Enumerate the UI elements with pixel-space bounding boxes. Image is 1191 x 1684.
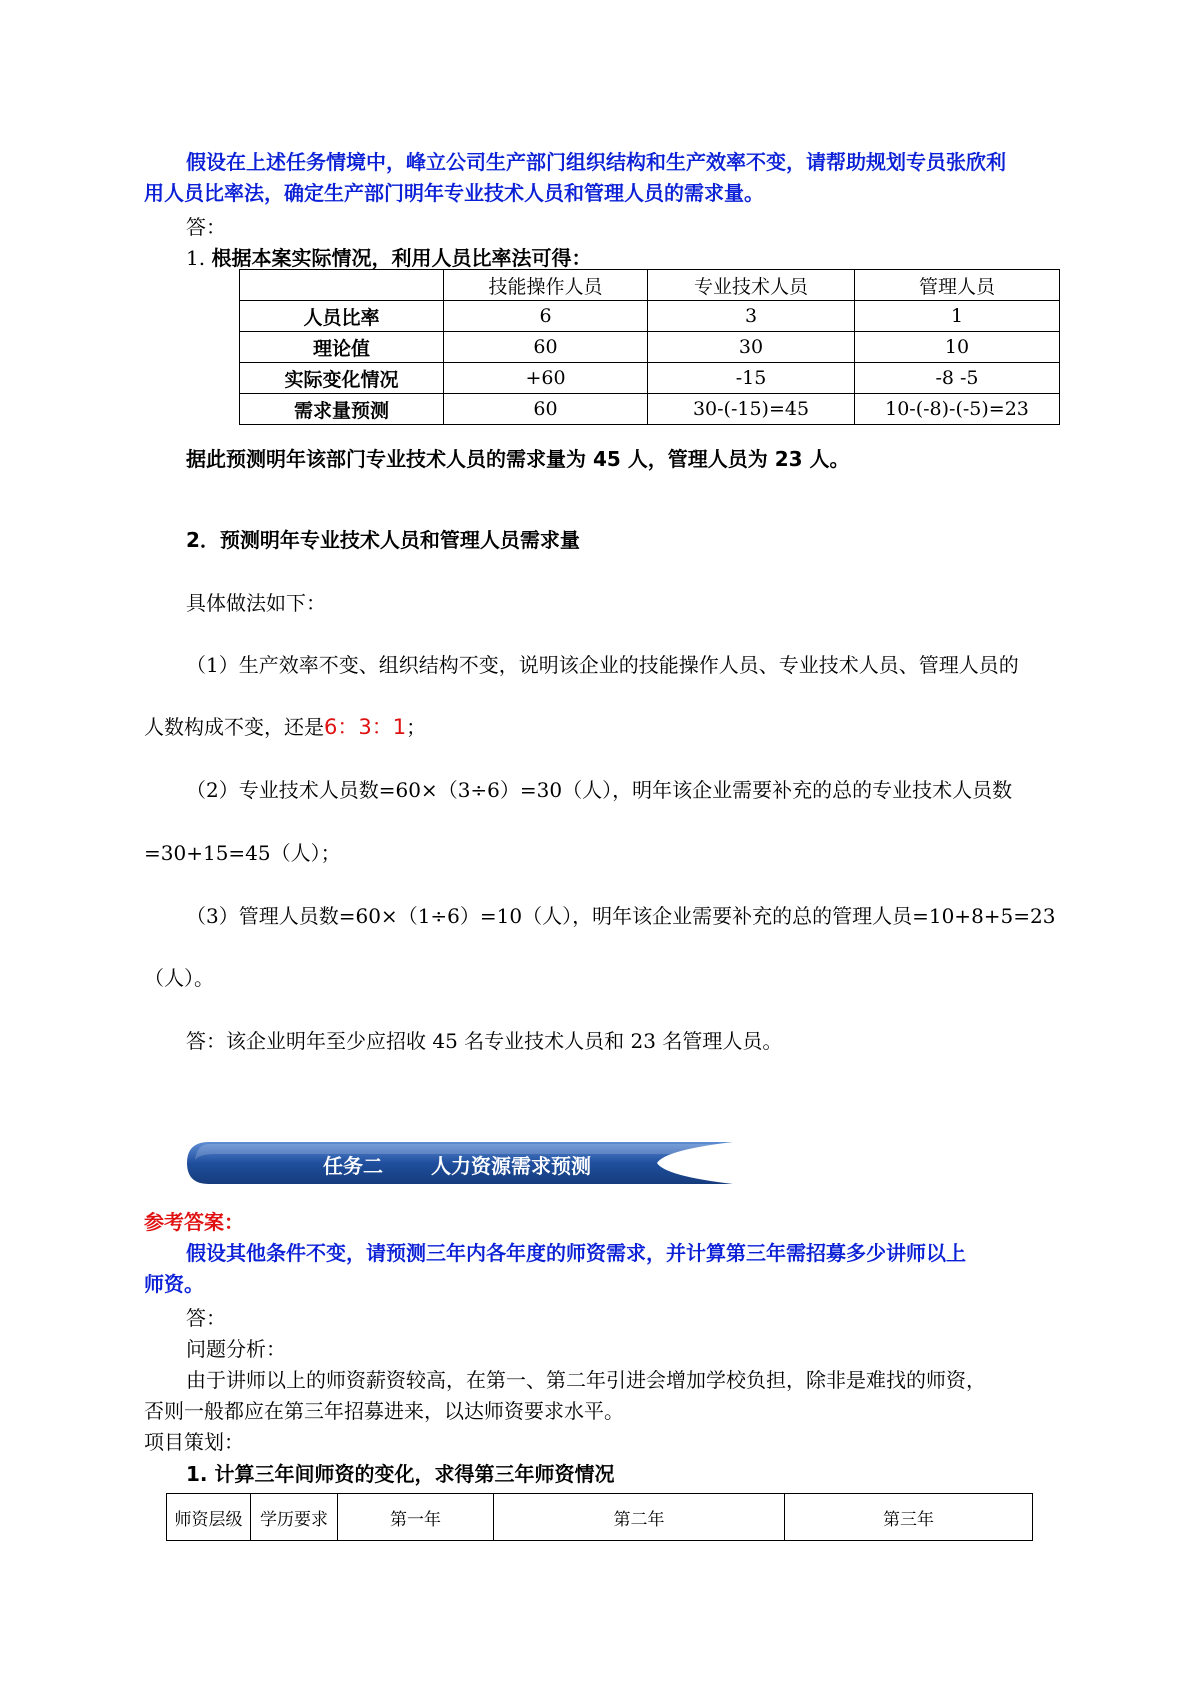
faculty-table	[166, 1493, 1033, 1541]
analysis-label: 问题分析：	[186, 1337, 286, 1361]
task-banner	[185, 1140, 745, 1186]
method-intro: 具体做法如下：	[186, 591, 326, 615]
row-label: 人员比率	[240, 301, 444, 332]
answer-label: 答：	[186, 215, 226, 239]
row-label: 需求量预测	[240, 394, 444, 425]
table-header-cell: 技能操作人员	[444, 270, 648, 301]
step-2-title: 2．预测明年专业技术人员和管理人员需求量	[186, 528, 580, 552]
question-line-2: 用人员比率法，确定生产部门明年专业技术人员和管理人员的需求量。	[144, 181, 764, 205]
table-header-cell: 专业技术人员	[648, 270, 855, 301]
table-cell: -15	[648, 363, 855, 394]
analysis-line-1: 由于讲师以上的师资薪资较高，在第一、第二年引进会增加学校负担，除非是难找的师资，	[186, 1368, 986, 1392]
table-cell: 30-(-15)=45	[648, 394, 855, 425]
planning-label: 项目策划：	[144, 1430, 244, 1454]
conclusion-1: 据此预测明年该部门专业技术人员的需求量为 45 人，管理人员为 23 人。	[186, 447, 850, 471]
banner-title: 人力资源需求预测	[431, 1154, 591, 1178]
row-label: 理论值	[240, 332, 444, 363]
table-header-cell: 第一年	[338, 1494, 494, 1541]
question-2-line-2: 师资。	[144, 1272, 204, 1296]
table-cell: +60	[444, 363, 648, 394]
analysis-line-2: 否则一般都应在第三年招募进来，以达师资要求水平。	[144, 1399, 624, 1423]
table-header-row	[167, 1494, 1033, 1541]
item-1-line-1: （1）生产效率不变、组织结构不变，说明该企业的技能操作人员、专业技术人员、管理人员的	[186, 653, 1019, 677]
table-row	[240, 363, 1060, 394]
table-cell: 60	[444, 332, 648, 363]
item-2-line-2: =30+15=45（人）；	[144, 841, 341, 865]
table-row	[240, 301, 1060, 332]
ratio-table	[239, 269, 1060, 425]
table-header-cell: 师资层级	[167, 1494, 251, 1541]
row-label: 实际变化情况	[240, 363, 444, 394]
table-header-row	[240, 270, 1060, 301]
table-header-cell	[240, 270, 444, 301]
table-header-cell: 管理人员	[855, 270, 1060, 301]
final-answer: 答：该企业明年至少应招收 45 名专业技术人员和 23 名管理人员。	[186, 1029, 783, 1053]
table-row	[240, 394, 1060, 425]
table-cell: 10-(-8)-(-5)=23	[855, 394, 1060, 425]
question-line-1: 假设在上述任务情境中，峰立公司生产部门组织结构和生产效率不变，请帮助规划专员张欣利	[186, 150, 1006, 174]
table-cell: 6	[444, 301, 648, 332]
step-1-title: 根据本案实际情况，利用人员比率法可得：	[211, 246, 592, 270]
item-3-line-1: （3）管理人员数=60×（1÷6）=10（人），明年该企业需要补充的总的管理人员=10+8+5=23	[186, 904, 1056, 928]
answer-2-label: 答：	[186, 1306, 226, 1330]
table-cell: 60	[444, 394, 648, 425]
table-header-cell: 第三年	[785, 1494, 1033, 1541]
table-cell: 1	[855, 301, 1060, 332]
table-cell: 3	[648, 301, 855, 332]
item-2-line-1: （2）专业技术人员数=60×（3÷6）=30（人），明年该企业需要补充的总的专业技术人员数	[186, 778, 1013, 802]
question-2-line-1: 假设其他条件不变，请预测三年内各年度的师资需求，并计算第三年需招募多少讲师以上	[186, 1241, 966, 1265]
banner-task-number: 任务二	[323, 1154, 383, 1178]
ratio-highlight: 6：3：1	[324, 715, 407, 739]
reference-answer-label: 参考答案：	[144, 1210, 244, 1234]
table-cell: 30	[648, 332, 855, 363]
item-1-prefix: 人数构成不变，还是	[144, 715, 324, 739]
table-header-cell: 第二年	[494, 1494, 785, 1541]
item-1-line-2	[144, 711, 426, 741]
step-1-number: 1.	[186, 246, 206, 270]
table-row	[240, 332, 1060, 363]
step-1-heading	[186, 242, 591, 271]
item-3-line-2: （人）。	[144, 966, 214, 990]
step-b1-heading: 1. 计算三年间师资的变化，求得第三年师资情况	[186, 1462, 615, 1486]
table-header-cell: 学历要求	[251, 1494, 338, 1541]
table-cell: -8 -5	[855, 363, 1060, 394]
item-1-suffix: ；	[406, 715, 427, 739]
table-cell: 10	[855, 332, 1060, 363]
